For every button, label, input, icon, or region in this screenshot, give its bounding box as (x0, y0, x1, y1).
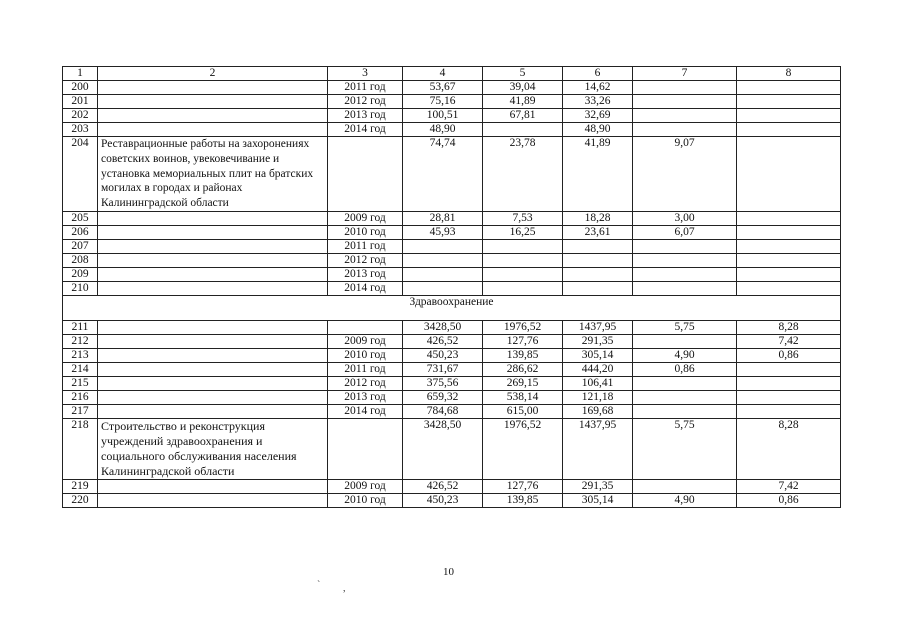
header-cell: 1 (63, 67, 98, 81)
header-cell: 2 (98, 67, 328, 81)
value-col6: 1437,95 (563, 418, 633, 479)
value-col6: 106,41 (563, 376, 633, 390)
row-description (98, 479, 328, 493)
value-col8 (737, 137, 841, 212)
value-col5: 1976,52 (483, 320, 563, 334)
value-col7 (633, 281, 737, 295)
value-col7 (633, 390, 737, 404)
value-col6 (563, 281, 633, 295)
value-col4: 3428,50 (403, 320, 483, 334)
row-year (328, 418, 403, 479)
row-description (98, 362, 328, 376)
header-cell: 4 (403, 67, 483, 81)
table-row (63, 239, 841, 253)
value-col7 (633, 334, 737, 348)
row-year: 2010 год (328, 348, 403, 362)
table-row (63, 334, 841, 348)
row-number: 212 (63, 334, 98, 348)
row-year: 2012 год (328, 95, 403, 109)
value-col7: 4,90 (633, 348, 737, 362)
value-col5: 67,81 (483, 109, 563, 123)
value-col8 (737, 253, 841, 267)
value-col6: 305,14 (563, 493, 633, 507)
table-row (63, 390, 841, 404)
row-description (98, 225, 328, 239)
scan-speck: ` (317, 580, 321, 591)
row-year: 2009 год (328, 479, 403, 493)
row-number: 205 (63, 211, 98, 225)
value-col4: 45,93 (403, 225, 483, 239)
row-number: 213 (63, 348, 98, 362)
row-year: 2011 год (328, 239, 403, 253)
value-col8: 7,42 (737, 334, 841, 348)
row-number: 218 (63, 418, 98, 479)
value-col4: 75,16 (403, 95, 483, 109)
value-col7: 4,90 (633, 493, 737, 507)
value-col4: 74,74 (403, 137, 483, 212)
value-col4: 659,32 (403, 390, 483, 404)
value-col5 (483, 239, 563, 253)
value-col6 (563, 267, 633, 281)
value-col7: 3,00 (633, 211, 737, 225)
row-number: 208 (63, 253, 98, 267)
row-number: 201 (63, 95, 98, 109)
value-col6: 1437,95 (563, 320, 633, 334)
value-col7 (633, 376, 737, 390)
value-col6 (563, 239, 633, 253)
row-year (328, 137, 403, 212)
header-cell: 3 (328, 67, 403, 81)
row-description (98, 211, 328, 225)
table-row (63, 109, 841, 123)
value-col4 (403, 239, 483, 253)
row-number: 216 (63, 390, 98, 404)
value-col5 (483, 281, 563, 295)
table-row (63, 137, 841, 212)
row-number: 207 (63, 239, 98, 253)
section-row (63, 295, 841, 320)
row-description (98, 239, 328, 253)
value-col4: 48,90 (403, 123, 483, 137)
value-col8: 0,86 (737, 348, 841, 362)
value-col4: 426,52 (403, 479, 483, 493)
table-row (63, 362, 841, 376)
value-col8: 8,28 (737, 418, 841, 479)
value-col5: 39,04 (483, 81, 563, 95)
row-description (98, 348, 328, 362)
value-col5: 16,25 (483, 225, 563, 239)
value-col7: 5,75 (633, 418, 737, 479)
value-col6: 41,89 (563, 137, 633, 212)
value-col8: 8,28 (737, 320, 841, 334)
row-description (98, 493, 328, 507)
value-col8: 0,86 (737, 493, 841, 507)
row-description: Строительство и реконструкция учреждений здравоохранения и социального обслуживания населения Калининградской области (98, 418, 328, 479)
value-col7 (633, 479, 737, 493)
value-col4: 731,67 (403, 362, 483, 376)
row-number: 210 (63, 281, 98, 295)
value-col5: 127,76 (483, 479, 563, 493)
table-row (63, 348, 841, 362)
table-row (63, 267, 841, 281)
value-col7 (633, 81, 737, 95)
table-row (63, 253, 841, 267)
row-description (98, 109, 328, 123)
table-row (63, 418, 841, 479)
row-year: 2013 год (328, 267, 403, 281)
value-col5 (483, 253, 563, 267)
value-col8 (737, 123, 841, 137)
table-row (63, 281, 841, 295)
row-description (98, 404, 328, 418)
header-cell: 8 (737, 67, 841, 81)
value-col7 (633, 123, 737, 137)
value-col7 (633, 267, 737, 281)
value-col7: 0,86 (633, 362, 737, 376)
row-year: 2010 год (328, 225, 403, 239)
value-col7: 9,07 (633, 137, 737, 212)
table-row (63, 95, 841, 109)
row-year: 2009 год (328, 334, 403, 348)
value-col8 (737, 95, 841, 109)
value-col8 (737, 81, 841, 95)
row-year (328, 320, 403, 334)
value-col7 (633, 253, 737, 267)
row-description (98, 95, 328, 109)
row-number: 209 (63, 267, 98, 281)
value-col6: 444,20 (563, 362, 633, 376)
row-year: 2014 год (328, 123, 403, 137)
row-description (98, 123, 328, 137)
value-col4: 100,51 (403, 109, 483, 123)
table-row (63, 479, 841, 493)
value-col8 (737, 109, 841, 123)
value-col5: 41,89 (483, 95, 563, 109)
row-number: 202 (63, 109, 98, 123)
row-number: 219 (63, 479, 98, 493)
row-year: 2014 год (328, 404, 403, 418)
table-row (63, 81, 841, 95)
row-number: 217 (63, 404, 98, 418)
value-col5: 538,14 (483, 390, 563, 404)
row-year: 2013 год (328, 390, 403, 404)
value-col7 (633, 404, 737, 418)
value-col4 (403, 267, 483, 281)
value-col6: 291,35 (563, 479, 633, 493)
value-col4: 426,52 (403, 334, 483, 348)
header-cell: 7 (633, 67, 737, 81)
row-number: 203 (63, 123, 98, 137)
value-col4: 375,56 (403, 376, 483, 390)
value-col7 (633, 239, 737, 253)
row-year: 2011 год (328, 362, 403, 376)
row-number: 211 (63, 320, 98, 334)
table-row (63, 211, 841, 225)
value-col8 (737, 390, 841, 404)
table-row (63, 225, 841, 239)
value-col6: 121,18 (563, 390, 633, 404)
value-col8 (737, 239, 841, 253)
budget-table (62, 66, 841, 508)
scan-speck: , (343, 583, 346, 594)
value-col4: 450,23 (403, 348, 483, 362)
row-year: 2012 год (328, 376, 403, 390)
value-col8 (737, 281, 841, 295)
value-col6: 33,26 (563, 95, 633, 109)
value-col7 (633, 109, 737, 123)
header-row (63, 67, 841, 81)
value-col5: 127,76 (483, 334, 563, 348)
row-number: 200 (63, 81, 98, 95)
row-number: 215 (63, 376, 98, 390)
value-col6: 291,35 (563, 334, 633, 348)
value-col8: 7,42 (737, 479, 841, 493)
value-col4 (403, 253, 483, 267)
row-year: 2013 год (328, 109, 403, 123)
value-col4: 450,23 (403, 493, 483, 507)
value-col4: 3428,50 (403, 418, 483, 479)
value-col7: 5,75 (633, 320, 737, 334)
table-row (63, 404, 841, 418)
value-col6: 48,90 (563, 123, 633, 137)
row-number: 214 (63, 362, 98, 376)
section-title: Здравоохранение (63, 295, 841, 320)
row-description (98, 281, 328, 295)
value-col5: 139,85 (483, 493, 563, 507)
value-col4: 53,67 (403, 81, 483, 95)
value-col8 (737, 267, 841, 281)
value-col8 (737, 211, 841, 225)
value-col5: 23,78 (483, 137, 563, 212)
value-col8 (737, 376, 841, 390)
value-col7: 6,07 (633, 225, 737, 239)
value-col6: 32,69 (563, 109, 633, 123)
header-cell: 6 (563, 67, 633, 81)
header-cell: 5 (483, 67, 563, 81)
value-col5: 7,53 (483, 211, 563, 225)
value-col8 (737, 225, 841, 239)
row-year: 2014 год (328, 281, 403, 295)
row-year: 2011 год (328, 81, 403, 95)
row-description (98, 253, 328, 267)
value-col4: 784,68 (403, 404, 483, 418)
row-description (98, 390, 328, 404)
row-number: 204 (63, 137, 98, 212)
table-row (63, 493, 841, 507)
row-year: 2012 год (328, 253, 403, 267)
table-row (63, 320, 841, 334)
value-col4 (403, 281, 483, 295)
row-description: Реставрационные работы на захоронениях советских воинов, увековечивание и установка мемориальных плит на братских могилах в городах и районах Калининградской области (98, 137, 328, 212)
row-description (98, 376, 328, 390)
table-body (63, 67, 841, 508)
value-col5: 1976,52 (483, 418, 563, 479)
value-col7 (633, 95, 737, 109)
row-description (98, 267, 328, 281)
value-col6: 23,61 (563, 225, 633, 239)
value-col6: 169,68 (563, 404, 633, 418)
value-col8 (737, 362, 841, 376)
value-col4: 28,81 (403, 211, 483, 225)
table-row (63, 123, 841, 137)
value-col5: 286,62 (483, 362, 563, 376)
table-row (63, 376, 841, 390)
value-col5 (483, 267, 563, 281)
value-col5 (483, 123, 563, 137)
value-col6: 18,28 (563, 211, 633, 225)
value-col5: 139,85 (483, 348, 563, 362)
value-col6 (563, 253, 633, 267)
row-number: 220 (63, 493, 98, 507)
value-col8 (737, 404, 841, 418)
value-col6: 14,62 (563, 81, 633, 95)
value-col5: 269,15 (483, 376, 563, 390)
row-description (98, 81, 328, 95)
value-col5: 615,00 (483, 404, 563, 418)
value-col6: 305,14 (563, 348, 633, 362)
row-number: 206 (63, 225, 98, 239)
row-year: 2010 год (328, 493, 403, 507)
row-year: 2009 год (328, 211, 403, 225)
page-number: 10 (443, 566, 454, 578)
row-description (98, 320, 328, 334)
row-description (98, 334, 328, 348)
